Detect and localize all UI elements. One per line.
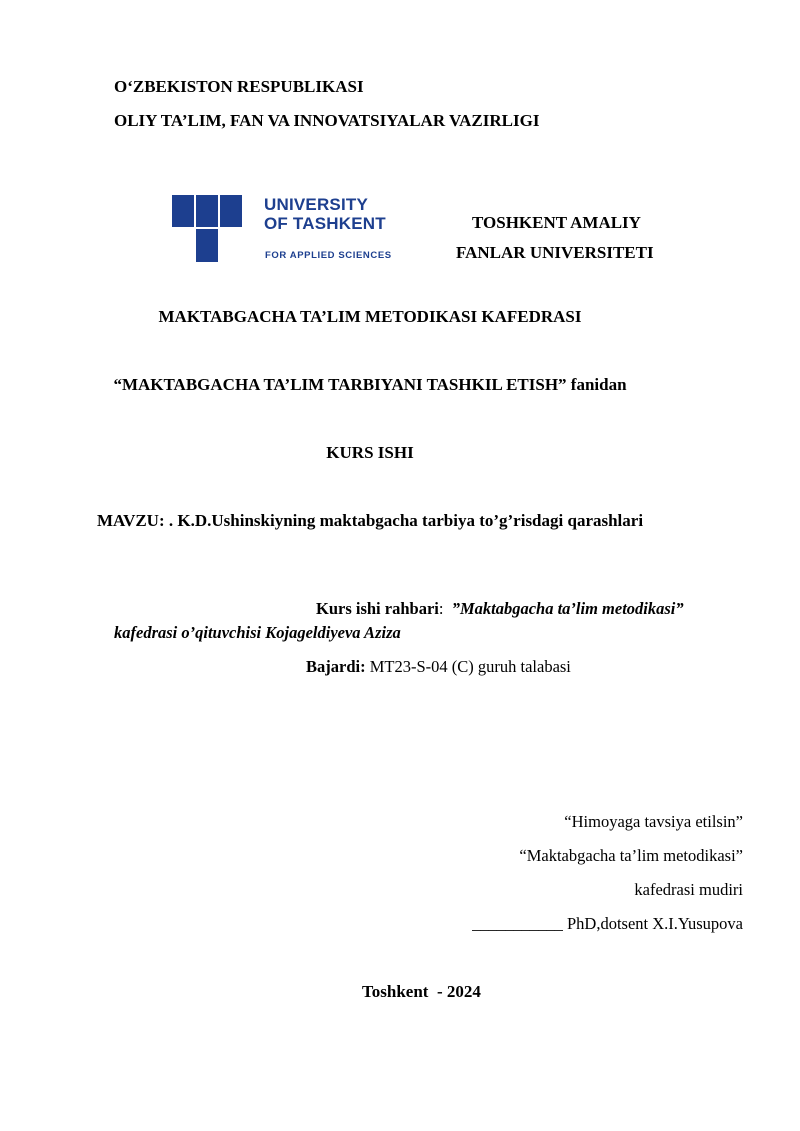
supervisor-line-1 — [316, 599, 684, 619]
logo-text-of-tashkent: OF TASHKENT — [264, 214, 386, 233]
supervisor-line-2: kafedrasi o’qituvchisi Kojageldiyeva Aziza — [114, 623, 401, 642]
university-logo — [172, 195, 392, 265]
approval-line-2: “Maktabgacha ta’lim metodikasi” — [519, 846, 743, 865]
ministry-line-2: OLIY TA’LIM, FAN VA INNOVATSIYALAR VAZIRLIGI — [114, 111, 540, 130]
city-year: Toshkent - 2024 — [362, 982, 481, 1001]
university-name-line-2: FANLAR UNIVERSITETI — [456, 243, 654, 262]
approval-line-1: “Himoyaga tavsiya etilsin” — [564, 812, 743, 831]
supervisor-department: ”Maktabgacha ta’lim metodikasi” — [451, 599, 684, 618]
topic-title: MAVZU: . K.D.Ushinskiyning maktabgacha tarbiya to’g’risdagi qarashlari — [96, 511, 644, 530]
supervisor-label: Kurs ishi rahbari — [316, 599, 439, 618]
logo-mark-icon — [172, 195, 244, 263]
department-title: MAKTABGACHA TA’LIM METODIKASI KAFEDRASI — [158, 307, 582, 326]
work-type-title: KURS ISHI — [326, 443, 414, 462]
subject-title: “MAKTABGACHA TA’LIM TARBIYANI TASHKIL ETISH” fanidan — [113, 375, 627, 394]
university-name-line-1: TOSHKENT AMALIY — [472, 213, 641, 232]
student-line — [306, 657, 571, 677]
student-label: Bajardi: — [306, 657, 366, 676]
supervisor-colon: : — [438, 599, 444, 618]
ministry-line-1: O‘ZBEKISTON RESPUBLIKASI — [114, 77, 364, 96]
student-group: MT23-S-04 (C) guruh talabasi — [369, 657, 571, 676]
logo-text-applied-sciences: FOR APPLIED SCIENCES — [265, 250, 392, 261]
approval-line-4: ___________ PhD,dotsent X.I.Yusupova — [472, 914, 743, 933]
approval-line-3: kafedrasi mudiri — [634, 880, 743, 899]
logo-text-university: UNIVERSITY — [264, 195, 369, 214]
